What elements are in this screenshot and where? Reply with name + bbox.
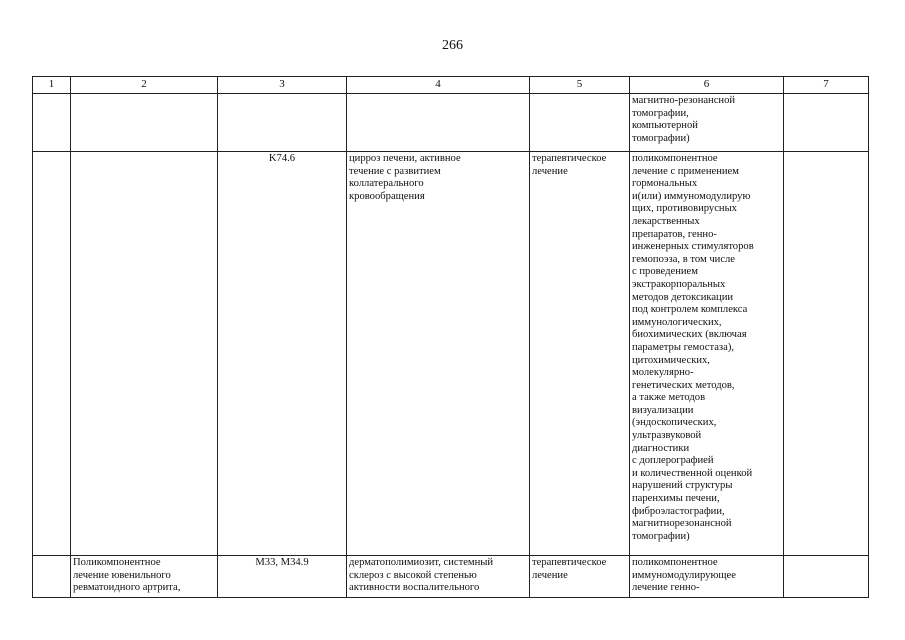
text-line: активности воспалительного: [349, 582, 480, 594]
text-line: магнитнорезонансной: [632, 518, 732, 530]
text-line: терапевтическое: [532, 557, 607, 568]
text-line: щих, противовирусных: [632, 203, 737, 215]
text-line: паренхимы печени,: [632, 493, 720, 505]
text-line: лечение ювенильного: [73, 569, 171, 581]
text-line: томографии): [632, 132, 690, 144]
cell-method: [630, 556, 784, 598]
table-row: [33, 152, 869, 556]
cell-treatment-type: [530, 152, 630, 556]
cell-treatment-type: [530, 94, 630, 152]
text-line: иммуномодулирующее: [632, 569, 736, 581]
cell-diagnosis: [347, 556, 530, 598]
text-line: (эндоскопических,: [632, 417, 717, 429]
text-line: биохимических (включая: [632, 329, 747, 341]
cell-norm: [784, 556, 869, 598]
text-line: лечение с применением: [632, 165, 739, 177]
text-line: поликомпонентное: [632, 153, 718, 164]
text-line: с проведением: [632, 266, 698, 278]
cell-icd-code: M33, M34.9: [218, 556, 347, 598]
column-number: 3: [218, 77, 347, 94]
text-line: компьютерной: [632, 120, 698, 132]
column-number: 7: [784, 77, 869, 94]
text-line: гемопоэза, в том числе: [632, 253, 736, 265]
text-line: лечение: [532, 569, 568, 581]
text-line: диагностики: [632, 442, 690, 454]
text-line: нарушений структуры: [632, 480, 733, 492]
procedures-table: [32, 76, 869, 598]
table-row: [33, 556, 869, 598]
text-line: терапевтическое: [532, 153, 607, 164]
text-line: молекулярно-: [632, 367, 694, 379]
text-line: томографии,: [632, 107, 689, 119]
text-line: лечение генно-: [632, 582, 700, 594]
text-line: фиброэластографии,: [632, 505, 725, 517]
text-line: ультразвуковой: [632, 430, 702, 442]
text-line: лекарственных: [632, 215, 700, 227]
cell-method: [630, 94, 784, 152]
text-line: поликомпонентное: [632, 557, 718, 568]
column-number: 2: [71, 77, 218, 94]
cell-number: [33, 94, 71, 152]
cell-profile: [71, 152, 218, 556]
cell-diagnosis: [347, 94, 530, 152]
text-line: параметры гемостаза),: [632, 341, 734, 353]
text-line: иммунологических,: [632, 316, 722, 328]
text-line: лечение: [532, 165, 568, 177]
table-row: [33, 94, 869, 152]
cell-icd-code: K74.6: [218, 152, 347, 556]
text-line: Поликомпонентное: [73, 557, 161, 568]
cell-norm: [784, 152, 869, 556]
text-line: цитохимических,: [632, 354, 710, 366]
text-line: методов детоксикации: [632, 291, 734, 303]
text-line: инженерных стимуляторов: [632, 241, 754, 253]
text-line: и(или) иммуномодулирую: [632, 190, 751, 202]
text-line: с доплерографией: [632, 455, 714, 467]
text-line: дерматополимиозит, системный: [349, 557, 494, 568]
text-line: коллатерального: [349, 178, 424, 190]
text-line: магнитно-резонансной: [632, 95, 736, 106]
cell-diagnosis: [347, 152, 530, 556]
column-number: 5: [530, 77, 630, 94]
text-line: и количественной оценкой: [632, 467, 753, 479]
cell-profile: [71, 94, 218, 152]
text-line: под контролем комплекса: [632, 304, 748, 316]
text-line: кровообращения: [349, 190, 425, 202]
column-number: 6: [630, 77, 784, 94]
column-number: 4: [347, 77, 530, 94]
text-line: томографии): [632, 530, 690, 542]
cell-norm: [784, 94, 869, 152]
cell-method: [630, 152, 784, 556]
column-number: 1: [33, 77, 71, 94]
text-line: генетических методов,: [632, 379, 735, 391]
page-number: 266: [442, 38, 463, 53]
cell-treatment-type: [530, 556, 630, 598]
text-line: цирроз печени, активное: [349, 153, 461, 164]
text-line: визуализации: [632, 404, 694, 416]
text-line: ревматоидного артрита,: [73, 582, 181, 594]
text-line: а также методов: [632, 392, 706, 404]
cell-icd-code: [218, 94, 347, 152]
text-line: склероз с высокой степенью: [349, 569, 477, 581]
text-line: препаратов, генно-: [632, 228, 717, 240]
text-line: экстракорпоральных: [632, 278, 726, 290]
cell-number: [33, 152, 71, 556]
column-number-row: [33, 77, 869, 94]
cell-number: [33, 556, 71, 598]
cell-profile: [71, 556, 218, 598]
text-line: течение с развитием: [349, 165, 441, 177]
text-line: гормональных: [632, 178, 698, 190]
